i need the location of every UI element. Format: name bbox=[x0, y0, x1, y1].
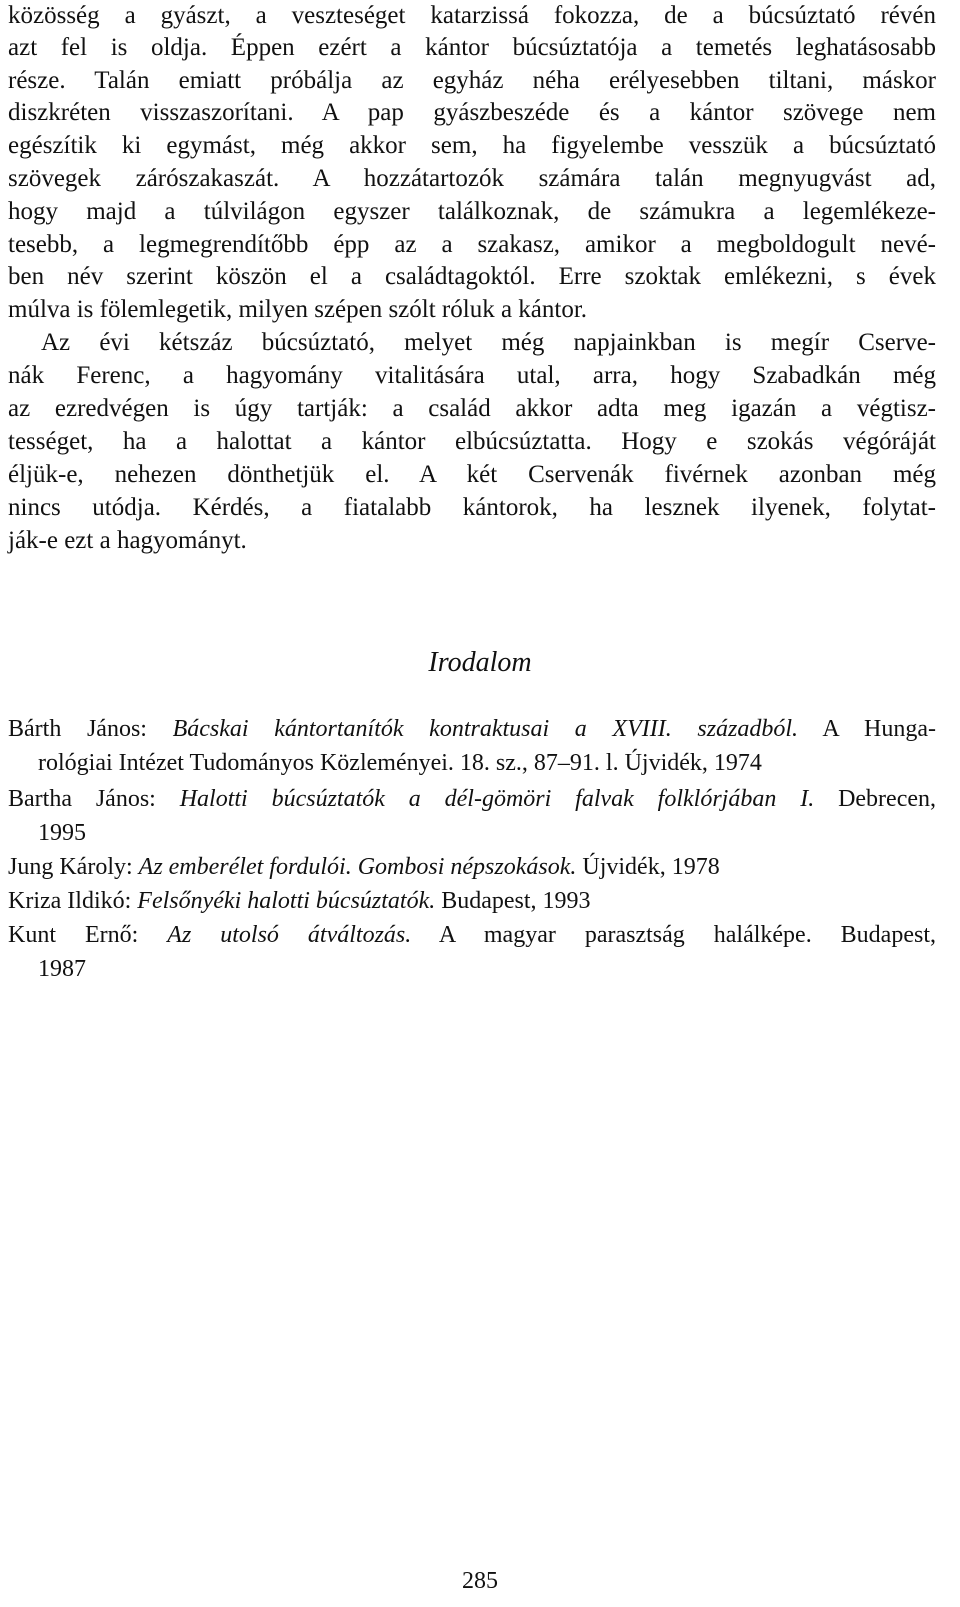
body-line: ben név szerint köszön el a családtagoktól. Erre szoktak emlékezni, s évek bbox=[8, 263, 936, 290]
body-line: diszkréten visszaszorítani. A pap gyászbeszéde és a kántor szövege nem bbox=[8, 99, 936, 126]
body-line: ják-e ezt a hagyományt. bbox=[8, 527, 247, 554]
reference-details: A Hunga- bbox=[798, 716, 936, 742]
body-line: múlva is fölemlegetik, milyen szépen szólt róluk a kántor. bbox=[8, 296, 588, 323]
body-line: nák Ferenc, a hagyomány vitalitására utal, arra, hogy Szabadkán még bbox=[8, 362, 936, 389]
reference-details: Debrecen, bbox=[814, 786, 937, 812]
body-line: hogy majd a túlvilágon egyszer találkoznak, de számukra a legemlékeze- bbox=[8, 198, 936, 225]
reference-continuation: 1995 bbox=[38, 820, 86, 846]
reference-continuation: 1987 bbox=[38, 956, 86, 982]
paragraph-first-line: Az évi kétszáz búcsúztató, melyet még napjainkban is megír Cserve- bbox=[41, 329, 936, 356]
body-line: éljük-e, nehezen dönthetjük el. A két Cservenák fivérnek azonban még bbox=[8, 461, 936, 488]
reference-title: Halotti búcsúztatók a dél-gömöri falvak folklórjában I. bbox=[179, 786, 815, 812]
body-line: azt fel is oldja. Éppen ezért a kántor búcsúztatója a temetés leghatásosabb bbox=[8, 34, 936, 61]
reference-author: Bárth János: bbox=[8, 716, 173, 742]
reference-author: Bartha János: bbox=[8, 786, 180, 812]
reference-line bbox=[8, 919, 936, 951]
body-line: tességet, ha a halottat a kántor elbúcsúztatta. Hogy e szokás végóráját bbox=[8, 428, 936, 455]
reference-author: Kunt Ernő: bbox=[8, 922, 168, 948]
reference-line bbox=[8, 783, 936, 815]
body-line: az ezredvégen is úgy tartják: a család akkor adta meg igazán a végtisz- bbox=[8, 395, 936, 422]
reference-title: Az emberélet fordulói. Gombosi népszokások. bbox=[138, 854, 577, 880]
reference-continuation: rológiai Intézet Tudományos Közleményei. 18. sz., 87–91. l. Újvidék, 1974 bbox=[38, 750, 762, 776]
page-number: 285 bbox=[462, 1568, 498, 1594]
reference-author: Jung Károly: bbox=[8, 854, 139, 880]
body-line: nincs utódja. Kérdés, a fiatalabb kántorok, ha lesznek ilyenek, folytat- bbox=[8, 494, 936, 521]
body-line: közösség a gyászt, a veszteséget katarzissá fokozza, de a búcsúztató révén bbox=[8, 2, 936, 29]
reference-details: Újvidék, 1978 bbox=[576, 854, 720, 880]
reference-line bbox=[8, 851, 936, 883]
reference-details: Budapest, 1993 bbox=[435, 888, 591, 914]
reference-title: Bácskai kántortanítók kontraktusai a XVIII. századból. bbox=[172, 716, 799, 742]
body-line: egészítik ki egymást, még akkor sem, ha figyelembe vesszük a búcsúztató bbox=[8, 132, 936, 159]
reference-line bbox=[8, 713, 936, 745]
reference-title: Felsőnyéki halotti búcsúztatók. bbox=[137, 888, 436, 914]
reference-details: A magyar parasztság halálképe. Budapest, bbox=[411, 922, 936, 948]
section-heading: Irodalom bbox=[428, 647, 532, 678]
body-line: része. Talán emiatt próbálja az egyház néha erélyesebben tiltani, máskor bbox=[8, 67, 936, 94]
body-line: szövegek zárószakaszát. A hozzátartozók számára talán megnyugvást ad, bbox=[8, 165, 936, 192]
body-line: tesebb, a legmegrendítőbb épp az a szakasz, amikor a megboldogult nevé- bbox=[8, 231, 936, 258]
reference-author: Kriza Ildikó: bbox=[8, 888, 138, 914]
reference-line bbox=[8, 885, 936, 917]
reference-title: Az utolsó átváltozás. bbox=[167, 922, 412, 948]
